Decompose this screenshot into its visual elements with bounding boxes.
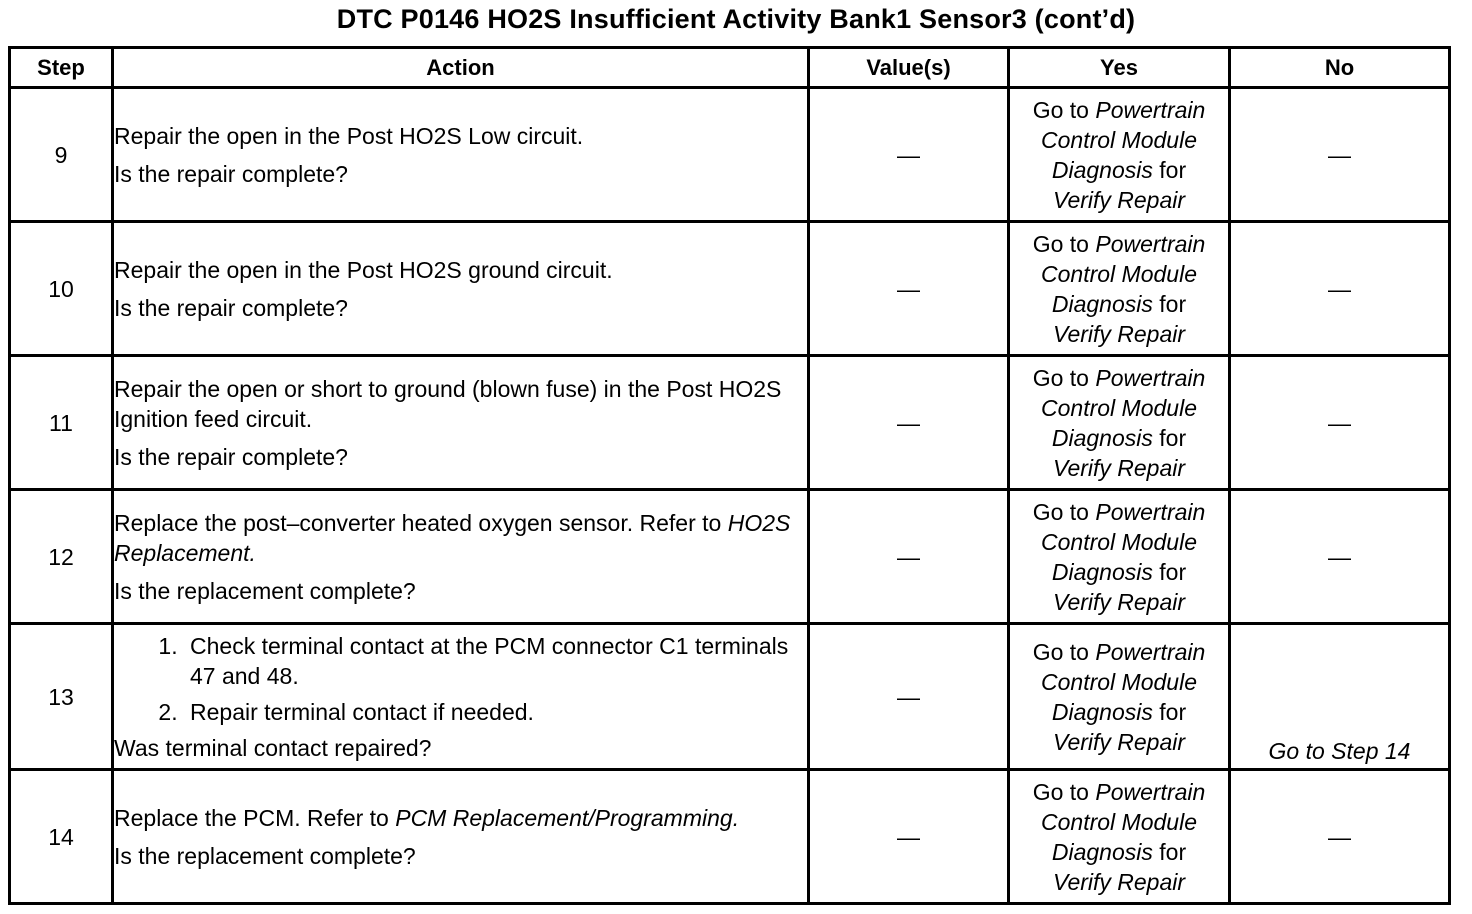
action-question: Is the repair complete? (114, 160, 348, 187)
diagnostic-table (8, 46, 1451, 905)
action-cell (113, 88, 809, 222)
action-question: Is the replacement complete? (114, 577, 416, 604)
value-cell: — (809, 770, 1009, 904)
value-cell: — (809, 356, 1009, 490)
step-number: 12 (10, 490, 113, 624)
value-cell: — (809, 88, 1009, 222)
step-number: 13 (10, 624, 113, 770)
table-row (10, 770, 1450, 904)
yes-cell: Go to Powertrain Control Module Diagnosis for Verify Repair (1009, 88, 1230, 222)
yes-cell: Go to Powertrain Control Module Diagnosis for Verify Repair (1009, 624, 1230, 770)
step-number: 11 (10, 356, 113, 490)
value-cell: — (809, 490, 1009, 624)
action-text: Repair the open or short to ground (blown fuse) in the Post HO2S Ignition feed circuit. (114, 375, 782, 432)
header-values: Value(s) (809, 48, 1009, 88)
action-text: Replace the PCM. Refer to PCM Replacement/Programming. (114, 804, 740, 831)
action-steps-list (114, 631, 807, 727)
yes-cell: Go to Powertrain Control Module Diagnosis for Verify Repair (1009, 356, 1230, 490)
action-text: Replace the post–converter heated oxygen sensor. Refer to HO2S Replacement. (114, 509, 791, 566)
no-cell (1230, 624, 1450, 770)
no-cell: — (1230, 356, 1450, 490)
action-cell (113, 770, 809, 904)
no-cell: — (1230, 222, 1450, 356)
no-cell: — (1230, 490, 1450, 624)
table-row (10, 490, 1450, 624)
action-text: Repair the open in the Post HO2S Low circuit. (114, 122, 584, 149)
table-row (10, 88, 1450, 222)
action-cell (113, 356, 809, 490)
action-question: Is the replacement complete? (114, 842, 416, 869)
yes-cell: Go to Powertrain Control Module Diagnosis for Verify Repair (1009, 222, 1230, 356)
table-row (10, 222, 1450, 356)
action-cell (113, 490, 809, 624)
value-cell: — (809, 222, 1009, 356)
action-question: Was terminal contact repaired? (114, 734, 432, 761)
list-item: 1. Check terminal contact at the PCM connector C1 terminals 47 and 48. (184, 631, 807, 691)
reference-link-text: HO2S Replacement. (114, 509, 791, 566)
yes-cell: Go to Powertrain Control Module Diagnosis for Verify Repair (1009, 770, 1230, 904)
action-cell (113, 624, 809, 770)
step-number: 10 (10, 222, 113, 356)
no-cell: — (1230, 770, 1450, 904)
action-question: Is the repair complete? (114, 294, 348, 321)
step-number: 9 (10, 88, 113, 222)
header-row (10, 48, 1450, 88)
list-item: 2. Repair terminal contact if needed. (184, 697, 807, 727)
step-number: 14 (10, 770, 113, 904)
action-question: Is the repair complete? (114, 443, 348, 470)
action-text: Repair the open in the Post HO2S ground circuit. (114, 256, 613, 283)
table-row (10, 624, 1450, 770)
header-yes: Yes (1009, 48, 1230, 88)
header-step: Step (10, 48, 113, 88)
action-cell (113, 222, 809, 356)
table-row (10, 356, 1450, 490)
yes-cell: Go to Powertrain Control Module Diagnosis for Verify Repair (1009, 490, 1230, 624)
header-action: Action (113, 48, 809, 88)
page-title: DTC P0146 HO2S Insufficient Activity Bank1 Sensor3 (cont’d) (336, 4, 1136, 34)
reference-link-text: PCM Replacement/Programming. (395, 804, 740, 831)
value-cell: — (809, 624, 1009, 770)
header-no: No (1230, 48, 1450, 88)
no-cell: — (1230, 88, 1450, 222)
goto-step-text: Go to Step 14 (1268, 738, 1411, 764)
